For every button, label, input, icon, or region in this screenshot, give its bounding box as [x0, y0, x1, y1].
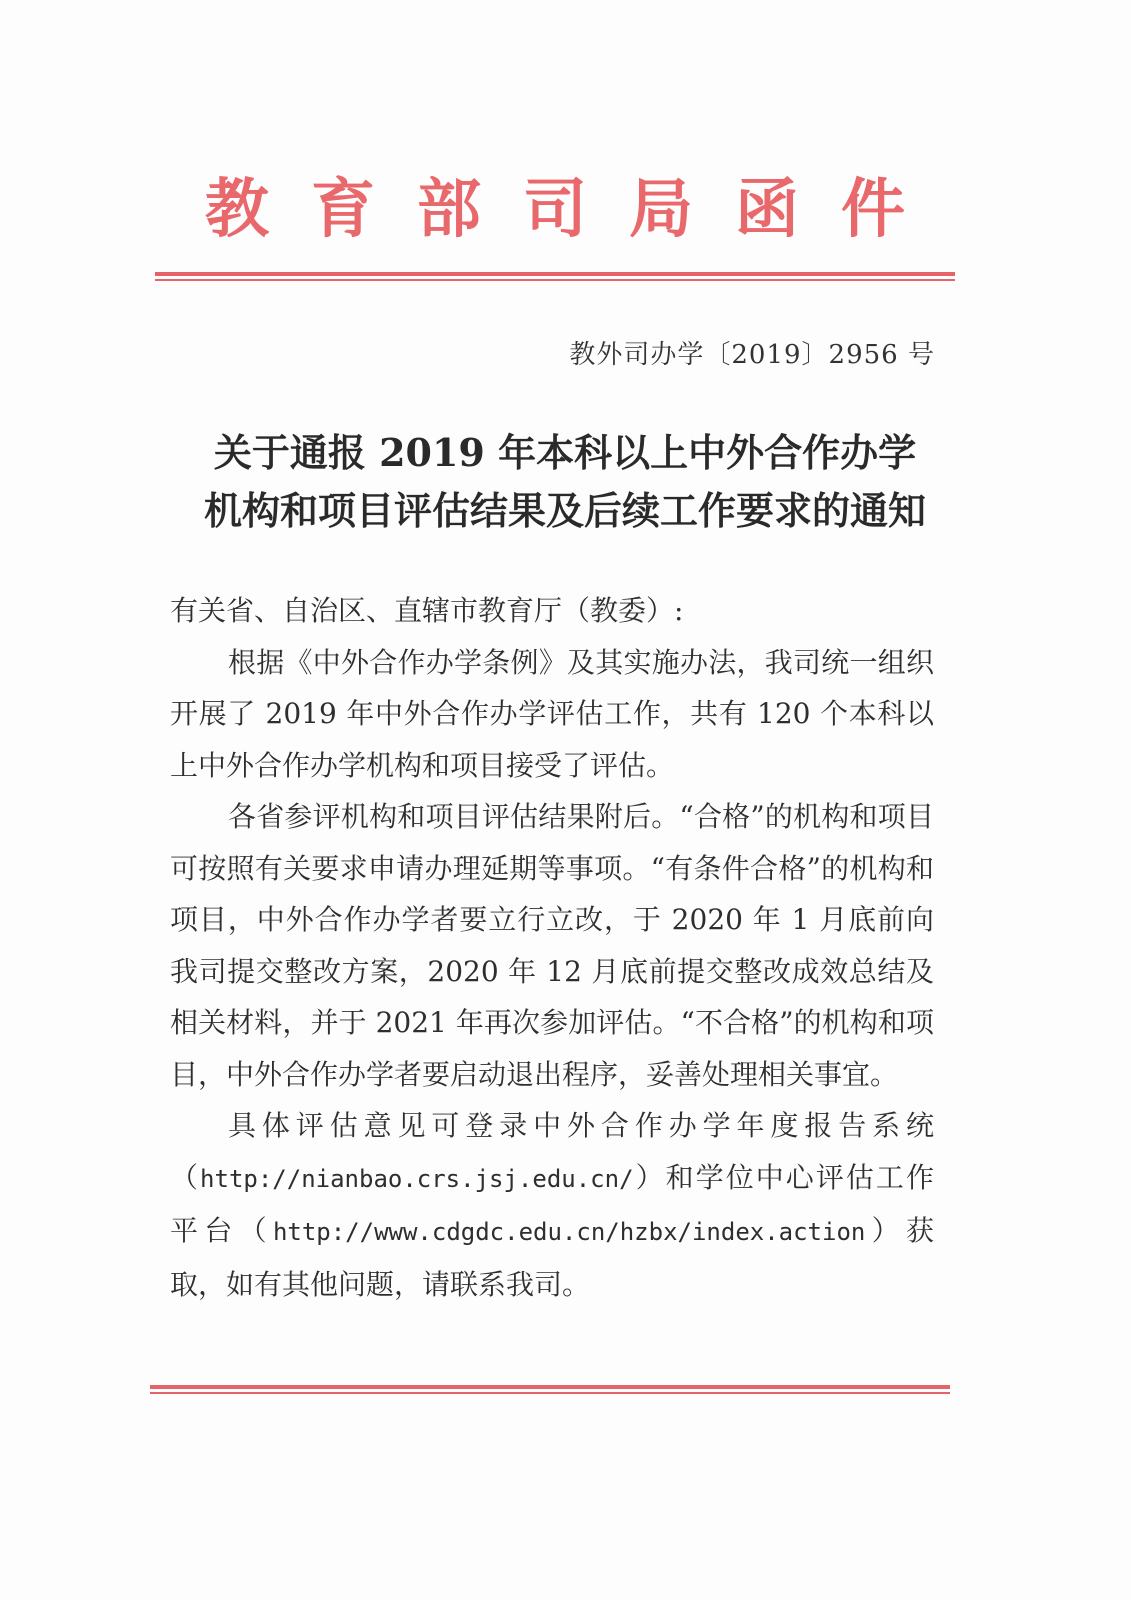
- document-title-line-2: 机构和项目评估结果及后续工作要求的通知: [203, 488, 926, 533]
- red-divider-thick-line: [155, 272, 955, 276]
- document-title-line-1: 关于通报 2019 年本科以上中外合作办学: [213, 430, 917, 475]
- red-divider-bottom-thin-line: [150, 1392, 950, 1394]
- paragraph-1: 根据《中外合作办学条例》及其实施办法，我司统一组织开展了 2019 年中外合作办学评估工作，共有 120 个本科以上中外合作办学机构和项目接受了评估。: [170, 645, 934, 782]
- paragraph-3: [170, 1100, 934, 1310]
- paragraph-3-text-middle: ）和学位中心评估工作平台（: [170, 1160, 934, 1247]
- salutation: 有关省、自治区、直辖市教育厅（教委）:: [170, 594, 684, 627]
- red-divider-thin-line: [155, 279, 955, 281]
- cdgdc-url-link[interactable]: http://www.cdgdc.edu.cn/hzbx/index.action: [272, 1218, 866, 1246]
- red-divider-bottom: [150, 1385, 950, 1395]
- masthead-title: 教育部司局函件: [205, 172, 947, 247]
- red-divider-bottom-thick-line: [150, 1385, 950, 1389]
- paragraph-2: 各省参评机构和项目评估结果附后。“合格”的机构和项目可按照有关要求申请办理延期等事项。“有条件合格”的机构和项目，中外合作办学者要立行立改，于 2020 年 1 月底前向我司提交整改方案，2020 年 12 月底前提交整改成效总结及相关材料，并于 2021 年再次参加评估。“不合格”的机构和项目，中外合作办学者要启动退出程序，妥善处理相关事宜。: [170, 800, 934, 1091]
- nianbao-url-link[interactable]: http://nianbao.crs.jsj.edu.cn/: [200, 1164, 634, 1193]
- document-title: [160, 424, 970, 540]
- document-body: [170, 585, 934, 1310]
- document-number: 教外司办学〔2019〕2956 号: [569, 340, 935, 370]
- paragraph-3-text-end: ）获取，如有其他问题，请联系我司。: [170, 1214, 934, 1301]
- red-divider-top: [155, 272, 955, 282]
- paragraph-3-text-start: 具体评估意见可登录中外合作办学年度报告系统（: [170, 1109, 934, 1194]
